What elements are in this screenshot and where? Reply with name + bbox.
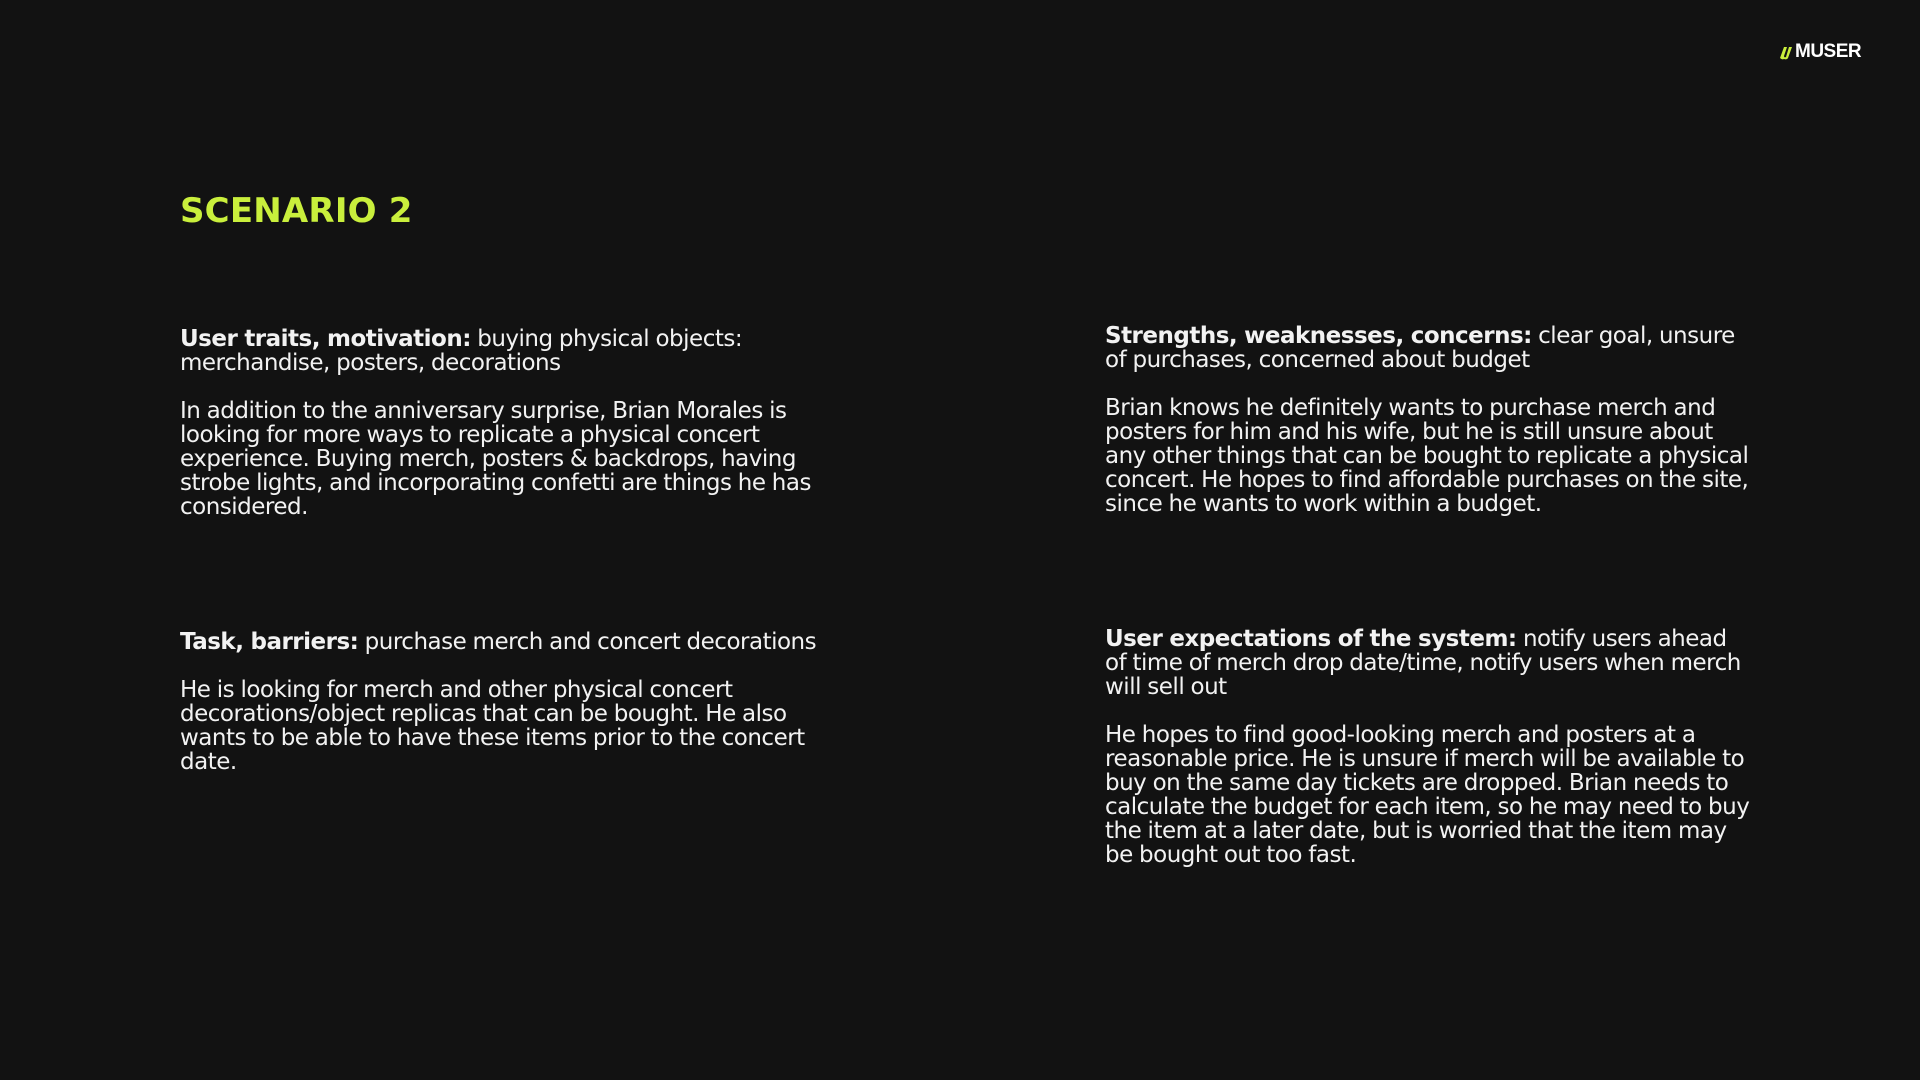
section-label: Task, barriers: — [180, 629, 359, 655]
section-summary: clear goal, unsure of purchases, concerned about budget — [1105, 323, 1735, 373]
muser-logo-icon — [1778, 43, 1794, 61]
section-body: In addition to the anniversary surprise, Brian Morales is looking for more ways to replicate a physical concert experience. Buying merch, posters & backdrops, having strobe lights, and incorporating confetti are things he has considered. — [180, 398, 811, 520]
muser-logo — [1778, 41, 1861, 63]
section-label: Strengths, weaknesses, concerns: — [1105, 323, 1532, 349]
section-summary: purchase merch and concert decorations — [358, 629, 817, 655]
section-body: He is looking for merch and other physical concert decorations/object replicas that can be bought. He also wants to be able to have these items prior to the concert date. — [180, 677, 805, 775]
section-label: User traits, motivation: — [180, 326, 471, 352]
section-summary: notify users ahead of time of merch drop date/time, notify users when merch will sell out — [1105, 626, 1741, 700]
section-user-expectations — [1105, 627, 1753, 867]
section-strengths-weaknesses — [1105, 324, 1753, 516]
section-label: User expectations of the system: — [1105, 626, 1517, 652]
section-user-traits — [180, 327, 828, 519]
section-body: He hopes to find good-looking merch and posters at a reasonable price. He is unsure if merch will be available to buy on the same day tickets are dropped. Brian needs to calculate the budget for each item, so he may need to buy the item at a later date, but is worried that the item may be bought out too fast. — [1105, 722, 1750, 868]
section-summary: buying physical objects: merchandise, posters, decorations — [180, 326, 743, 376]
section-lead — [1105, 627, 1753, 699]
section-task-barriers — [180, 630, 828, 774]
page-title: SCENARIO 2 — [180, 191, 413, 231]
section-lead — [1105, 324, 1753, 372]
section-lead — [180, 327, 828, 375]
section-body: Brian knows he definitely wants to purchase merch and posters for him and his wife, but he is still unsure about any other things that can be bought to replicate a physical concert. He hopes to find affordable purchases on the site, since he wants to work within a budget. — [1105, 395, 1749, 517]
section-lead — [180, 630, 828, 654]
logo-text: MUSER — [1795, 41, 1862, 62]
